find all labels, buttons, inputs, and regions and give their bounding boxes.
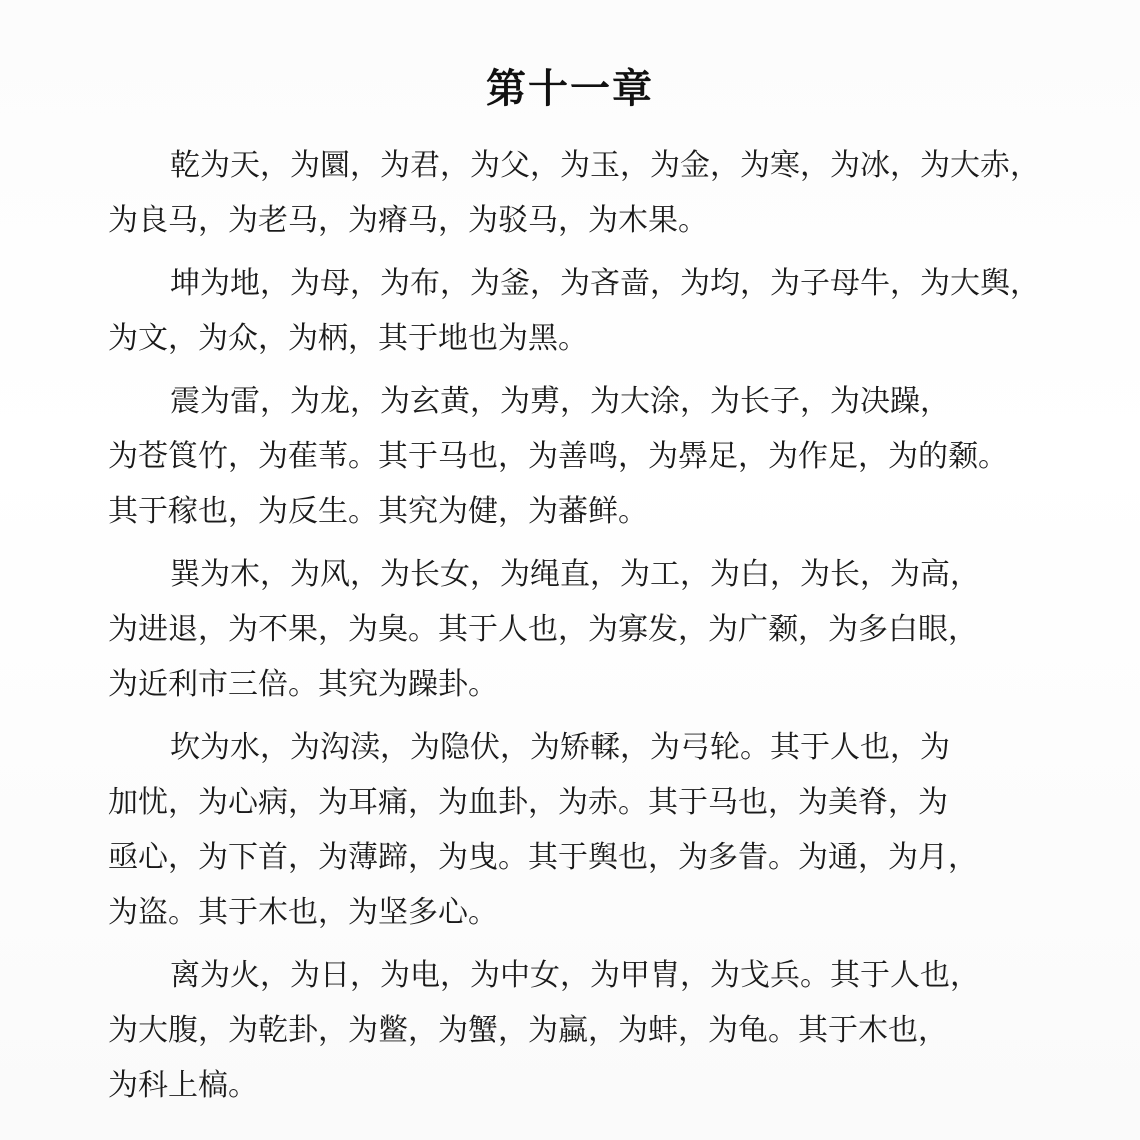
paragraph-line: 坎为水，为沟渎，为隐伏，为矫輮，为弓轮。其于人也，为 <box>170 730 950 765</box>
paragraph-kan <box>108 720 1040 940</box>
paragraph-line: 乾为天，为圜，为君，为父，为玉，为金，为寒，为冰，为大赤， <box>170 148 1040 183</box>
paragraph-line: 为良马，为老马，为瘠马，为驳马，为木果。 <box>108 203 708 238</box>
paragraph-line: 离为火，为日，为电，为中女，为甲胄，为戈兵。其于人也， <box>170 958 980 993</box>
paragraph-li <box>108 948 1040 1113</box>
paragraph-line: 为近利市三倍。其究为躁卦。 <box>108 667 498 702</box>
paragraph-line: 震为雷，为龙，为玄黄，为旉，为大涂，为长子，为决躁， <box>170 384 950 419</box>
paragraph-line: 坤为地，为母，为布，为釜，为吝啬，为均，为子母牛，为大舆， <box>170 266 1040 301</box>
paragraph-line: 巽为木，为风，为长女，为绳直，为工，为白，为长，为高， <box>170 557 980 592</box>
paragraph-line: 加忧，为心病，为耳痛，为血卦，为赤。其于马也，为美脊，为 <box>108 785 948 820</box>
paragraph-kun <box>108 256 1040 366</box>
paragraph-zhen <box>108 374 1040 539</box>
paragraph-line: 为科上槁。 <box>108 1068 258 1103</box>
paragraph-line: 其于稼也，为反生。其究为健，为蕃鲜。 <box>108 494 648 529</box>
paragraph-line: 为苍筤竹，为萑苇。其于马也，为善鸣，为馵足，为作足，为的颡。 <box>108 439 1008 474</box>
paragraph-line: 亟心，为下首，为薄蹄，为曳。其于舆也，为多眚。为通，为月， <box>108 840 978 875</box>
chapter-body <box>108 138 1040 1113</box>
paragraph-line: 为进退，为不果，为臭。其于人也，为寡发，为广颡，为多白眼， <box>108 612 978 647</box>
chapter-title: 第十一章 <box>486 64 654 112</box>
paragraph-line: 为盗。其于木也，为坚多心。 <box>108 895 498 930</box>
paragraph-line: 为文，为众，为柄，其于地也为黑。 <box>108 321 588 356</box>
paragraph-line: 为大腹，为乾卦，为鳖，为蟹，为蠃，为蚌，为龟。其于木也， <box>108 1013 948 1048</box>
paragraph-qian <box>108 138 1040 248</box>
paragraph-xun <box>108 547 1040 712</box>
